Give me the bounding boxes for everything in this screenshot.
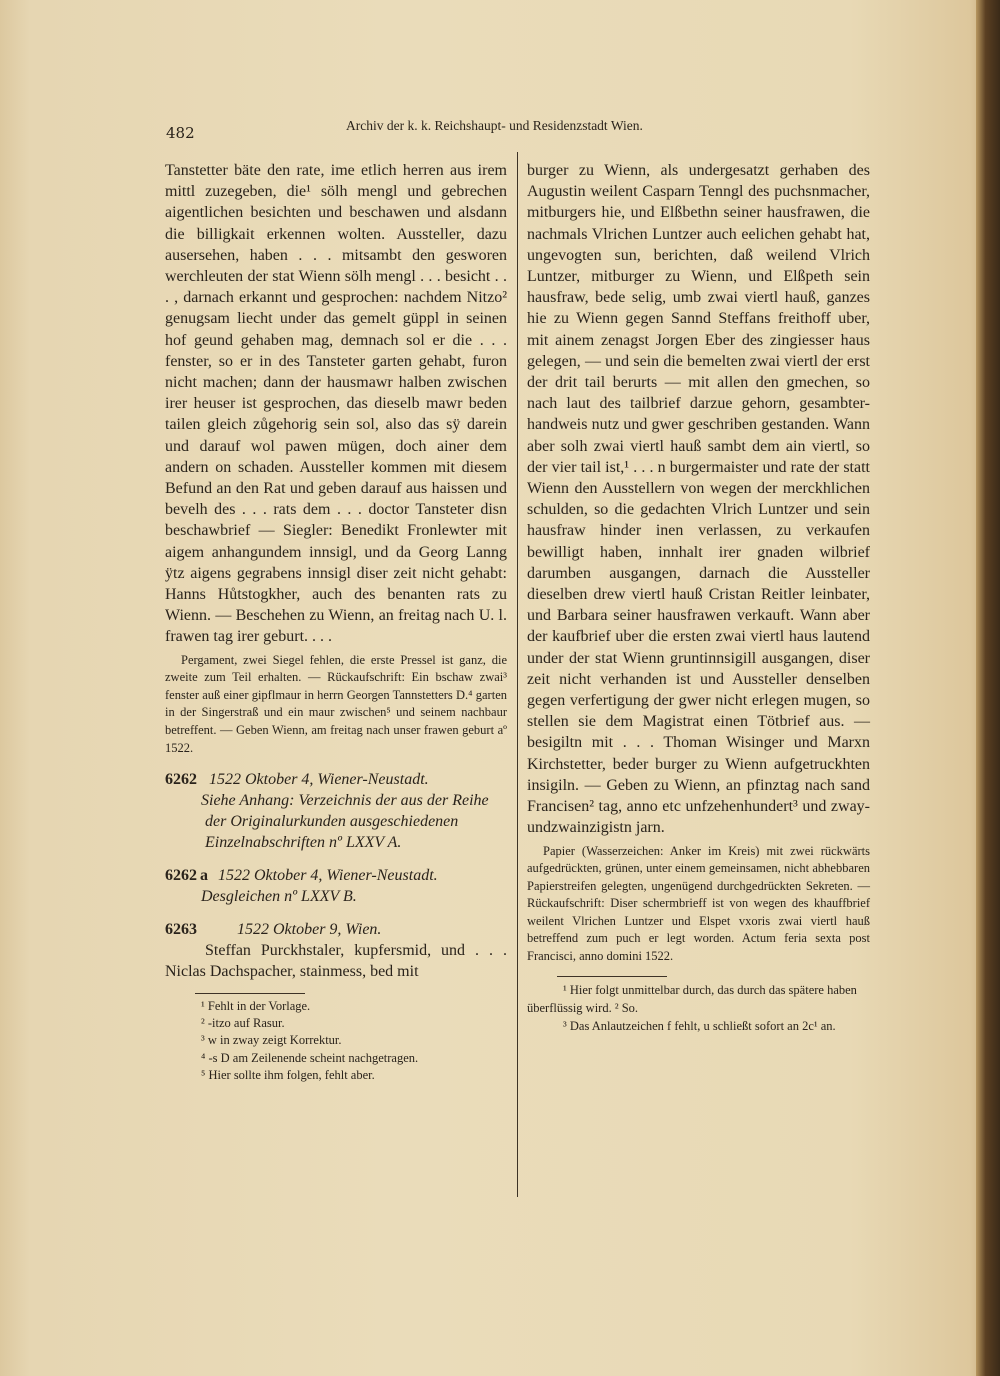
footnote: ⁴ -s D am Zeilenende scheint nachgetragen. [201,1050,419,1065]
right-footnotes [527,981,870,1035]
entry-suffix: a [200,867,208,885]
footnote-separator [557,976,667,977]
entry-heading: 1522 Oktober 4, Wiener-Neustadt. [209,771,429,789]
right-paragraph: burger zu Wienn, als undergesatzt gerhaben des Augustin weilent Casparn Tenngl des puchsnmacher, mitburgers hie, und Elßbethn seiner hausfrawen, die nachmals Vlrichen Luntzer auch eelichen gehabt hat, ungevogten sun, berichten, daß weilend Vlrich Luntzer, mitburger zu Wienn, und Elßpeth sein hausfraw, bede selig, umb zwai viertl hauß, ganzes hie zu Wienn gegen Sannd Steffans freithoff uber, mit ainem zenagst Jorgen Eber des zingiesser haus gelegen, — und sein die bemelten zwai viertl der erst der drit tail berurts — mit allen den gmechen, so nach laut des tailbrief darzue gehorn, gesambter-handweis nutz und gwer geschriben gestanden. Wann aber solh zwai viertl hauß sambt dem ain viertl, so der vier tail ist,¹ . . . n burgermaister und rate der statt Wienn den Ausstellern von wegen der merckhlichen schulden, so die gedachten Vlrich Luntzer und sein hausfraw hinder inen verlassen, zu verkaufen bewilligt haben, innhalt irer gnaden wilbrief darumben ausgangen, darnach die Aussteller dieselben drew viertl hauß Cristan Reitler leinbater, und Barbara seiner hausfrawen verkauft. Wann aber der kaufbrief uber die ersten zwai viertl haus lautend under der stat Wienn gruntinnsigill ausgangen, diser zeit nicht verhanden ist und Aussteller denselben gegen verfertigung der gwer nicht erlegen mugen, so stellen sie dem Magistrat einen Tötbrief aus. — besigiltn mit . . . Thoman Wisinger und Marxn Kirchstetter, beder burger zu Wienn aufgetruckhten insigiln. — Geben zu Wienn, an pfinztag nach sand Francisen² tag, anno etc unfzehenhundert³ und zwayundzwainzigistn jarn. [527,162,870,837]
running-title: Archiv der k. k. Reichshaupt- und Residenzstadt Wien. [346,118,643,133]
entry-6262a-text: Desgleichen nº LXXV B. [201,888,357,906]
footnote: ² -itzo auf Rasur. [201,1016,285,1031]
footnote: ³ Das Anlautzeichen f fehlt, u schließt sofort an 2c¹ an. [563,1018,836,1033]
footnote: ³ w in zway zeigt Korrektur. [201,1033,342,1048]
entry-heading: 1522 Oktober 4, Wiener-Neustadt. [218,867,438,885]
entry-6263-text: Steffan Purckhstaler, kupfersmid, und . . . Niclas Dachspacher, stainmess, bed mit [165,942,507,981]
footnote: ⁵ Hier sollte ihm folgen, fehlt aber. [201,1068,375,1083]
right-column [527,160,870,1035]
column-rule [517,152,518,1197]
left-archival-note: Pergament, zwei Siegel fehlen, die erste Pressel ist ganz, die zweite zum Teil erhalten. — Rückaufschrift: Ein bschaw zwai³ fenster auß einer gipflmaur in herrn Georgen Tannstetters D.⁴ garten in der Singerstraß und ein maur zwischen⁵ und seinem nachbaur betreffent. — Geben Wienn, am freitag nach unser frawen geburt aº 1522. [165,652,507,755]
entry-6262-text: Siehe Anhang: Verzeichnis der aus der Reihe der Originalurkunden ausgeschiedenen Einzelnabschriften nº LXXV A. [201,792,489,852]
entry-number: 6262 [165,771,197,789]
footnote: ¹ Hier folgt unmittelbar durch, das durch das spätere haben überflüssig wird. ² So. [527,982,857,1015]
entry-heading: 1522 Oktober 9, Wien. [237,921,382,939]
footnote: ¹ Fehlt in der Vorlage. [201,998,311,1013]
left-column [165,160,507,1085]
binding-gutter [976,0,1000,1376]
entry-number: 6262 [165,867,197,885]
page-number: 482 [166,124,195,142]
entry-6263 [165,919,507,940]
right-archival-note: Papier (Wasserzeichen: Anker im Kreis) mit zwei rückwärts aufgedrückten, grünen, unter einem gemeinsamen, nicht abhebbaren Papierstreifen gelegten, ungenügend durchgedrückten Sekreten. — Rückaufschrift: Diser schermbrieff ist von wegen des khauffbrief weilent Vlrichen Luntzer und Elspet vxoris zwai viertl hauß betreffend zum puch er legt worden. Actum feria sexta post Francisci, anno domini 1522. [527,843,870,964]
left-paragraph: Tanstetter bäte den rate, ime etlich herren aus irem mittl zuzegeben, die¹ sölh mengl und gebrechen aigentlichen besichten und beschawen und alsdann die billigkait erkennen wolten. Aussteller, dazu ausersehen, haben . . . mitsambt den gesworen werchleuten der stat Wienn sölh mengl . . . besicht . . . , darnach erkannt und gesprochen: nachdem Nitzo² genugsam liecht under das gemelt güppl in seinen hof geund gehaben mag, demnach sol er die . . . fenster, so er in des Tansteter garten gehabt, furon nicht machen; dann der hausmawr halben zwischen irer heuser ist gesprochen, das dieselb mawr beden tailen gleich zůgehorig sein sol, also das sÿ darein und darauf wol pawen mügen, doch ainer dem andern on schaden. Aussteller kommen mit diesem Befund an den Rat und geben darauf aus haissen und bevelh des . . . rats dem . . . doctor Tansteter disn beschawbrief — Siegler: Benedikt Fronlewter mit aigem anhangundem innsigl, und da Georg Lanng ÿtz aigens gegrabens innsigl diser zeit nicht gehabt: Hanns Hůtstogkher, auch des benanten rats zu Wienn. — Beschehen zu Wienn, an freitag nach U. l. frawen tag irer geburt. . . . [165,162,507,646]
entry-number: 6263 [165,921,197,939]
entry-6262a [165,865,507,886]
left-footnotes [165,998,507,1085]
footnote-separator [195,993,305,994]
entry-6262 [165,769,507,790]
